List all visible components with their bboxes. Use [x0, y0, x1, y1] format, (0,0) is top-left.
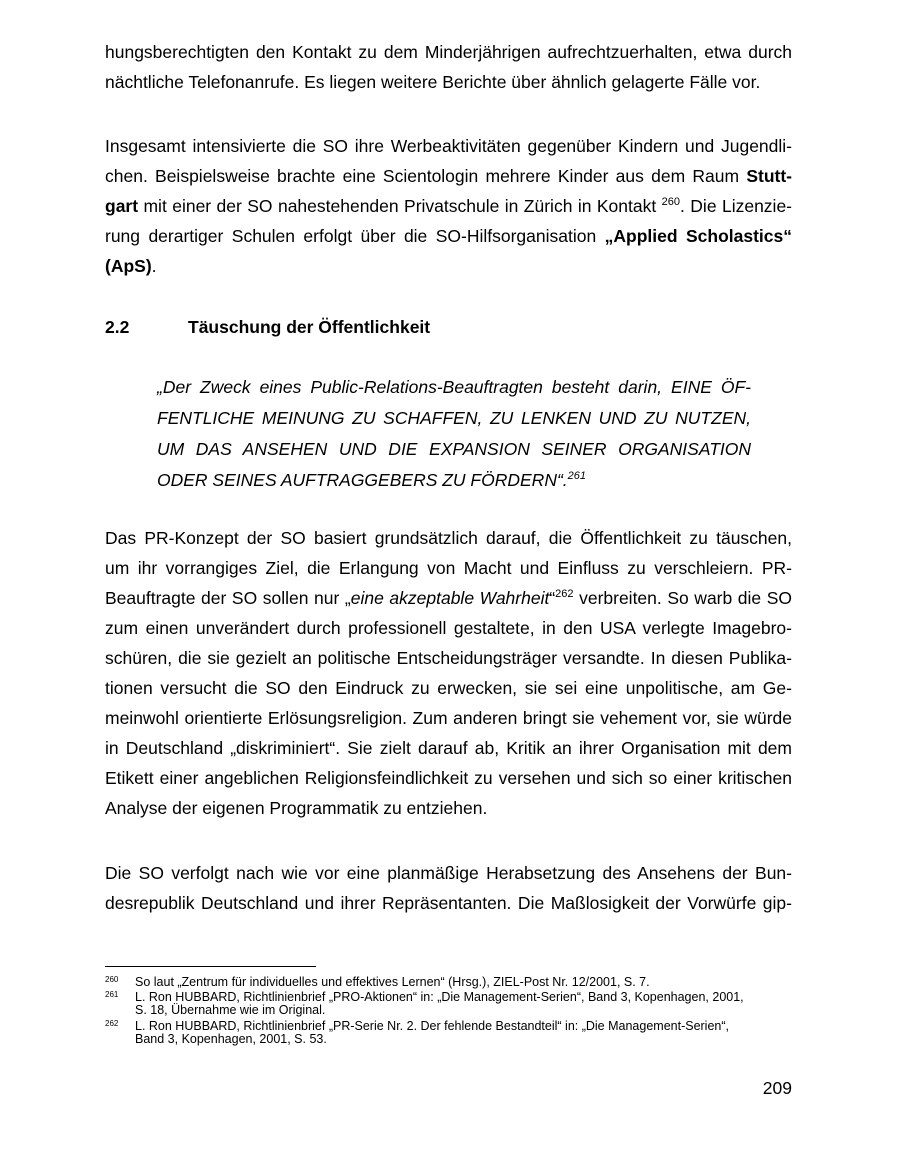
- text-span: .: [151, 256, 157, 276]
- text-line: Etikett einer angeblichen Religionsfeindlichkeit zu versehen und sich so einer kritischen: [105, 768, 792, 788]
- text-line: Analyse der eigenen Programmatik zu entziehen.: [105, 798, 488, 818]
- text-line: meinwohl orientierte Erlösungsreligion. Zum anderen bringt sie vehement vor, sie würde: [105, 708, 792, 728]
- paragraph-defamation: [105, 858, 792, 918]
- text-span: “: [549, 588, 556, 608]
- footnote-ref-262[interactable]: 262: [555, 588, 574, 600]
- block-quote: [157, 372, 751, 496]
- footnote-ref-261[interactable]: 261: [567, 470, 587, 482]
- text-line: [105, 251, 792, 281]
- footnote-mark: 260: [105, 975, 119, 984]
- paragraph-continued: [105, 37, 792, 97]
- paragraph-pr-concept: [105, 523, 792, 823]
- quote-line: „Der Zweck eines Public-Relations-Beauftragten besteht darin, EINE ÖF-: [157, 377, 751, 397]
- footnote-line: So laut „Zentrum für individuelles und effektives Lernen“ (Hrsg.), ZIEL-Post Nr. 12/2001, S. 7.: [135, 975, 650, 989]
- quote-line: [157, 465, 751, 496]
- footnote-line: S. 18, Übernahme wie im Original.: [135, 1003, 326, 1017]
- footnote-separator: [105, 966, 316, 967]
- footnote-line: L. Ron HUBBARD, Richtlinienbrief „PRO-Aktionen“ in: „Die Management-Serien“, Band 3, Kopenhagen, 2001,: [135, 990, 744, 1004]
- section-title: Täuschung der Öffentlichkeit: [188, 317, 431, 337]
- bold-place-name: gart: [105, 196, 139, 216]
- text-line: [105, 221, 792, 251]
- footnote-mark: 262: [105, 1019, 119, 1028]
- text-line: in Deutschland „diskriminiert“. Sie zielt darauf ab, Kritik an ihrer Organisation mit dem: [105, 738, 792, 758]
- text-line: [105, 191, 792, 221]
- text-line: Insgesamt intensivierte die SO ihre Werbeaktivitäten gegenüber Kindern und Jugendli-: [105, 136, 792, 156]
- text-line: Das PR-Konzept der SO basiert grundsätzlich darauf, die Öffentlichkeit zu täuschen,: [105, 528, 792, 548]
- text-line: desrepublik Deutschland und ihrer Repräsentanten. Die Maßlosigkeit der Vorwürfe gip-: [105, 893, 792, 913]
- text-span: mit einer der SO nahestehenden Privatschule in Zürich in Kontakt: [138, 196, 662, 216]
- paragraph-recruitment: [105, 131, 792, 281]
- bold-abbreviation: (ApS): [105, 256, 152, 276]
- quote-line: UM DAS ANSEHEN UND DIE EXPANSION SEINER ORGANISATION: [157, 439, 751, 459]
- footnote-261: [105, 991, 792, 1017]
- text-line: Die SO verfolgt nach wie vor eine planmäßige Herabsetzung des Ansehens der Bun-: [105, 863, 792, 883]
- bold-org-name: „Applied Scholastics“: [604, 226, 792, 246]
- text-line: [105, 161, 792, 191]
- text-line: hungsberechtigten den Kontakt zu dem Minderjährigen aufrechtzuerhalten, etwa durch: [105, 42, 792, 62]
- text-span: . Die Lizenzie-: [680, 196, 793, 216]
- text-span: chen. Beispielsweise brachte eine Scientologin mehrere Kinder aus dem Raum: [105, 166, 740, 186]
- footnote-262: [105, 1020, 792, 1046]
- text-span: ODER SEINES AUFTRAGGEBERS ZU FÖRDERN“.: [157, 470, 568, 490]
- text-span: rung derartiger Schulen erfolgt über die SO-Hilfsorganisation: [105, 226, 597, 246]
- footnote-line: Band 3, Kopenhagen, 2001, S. 53.: [135, 1032, 327, 1046]
- text-line: zum einen unverändert durch professionell gestaltete, in den USA verlegte Imagebro-: [105, 618, 792, 638]
- page-number: 209: [762, 1078, 792, 1098]
- section-number: 2.2: [105, 317, 130, 337]
- quote-line: FENTLICHE MEINUNG ZU SCHAFFEN, ZU LENKEN UND ZU NUTZEN,: [157, 408, 751, 428]
- footnote-260: [105, 976, 792, 989]
- bold-place-name: Stutt-: [746, 166, 792, 186]
- text-line: [105, 583, 792, 613]
- footnote-ref-260[interactable]: 260: [661, 196, 681, 208]
- text-line: nächtliche Telefonanrufe. Es liegen weitere Berichte über ähnlich gelagerte Fälle vor.: [105, 72, 761, 92]
- text-line: tionen versucht die SO den Eindruck zu erwecken, sie sei eine unpolitische, am Ge-: [105, 678, 792, 698]
- text-span: Beauftragte der SO sollen nur „: [105, 588, 351, 608]
- text-line: schüren, die sie gezielt an politische Entscheidungsträger versandte. In diesen Publika-: [105, 648, 792, 668]
- footnote-mark: 261: [105, 990, 119, 999]
- footnote-line: L. Ron HUBBARD, Richtlinienbrief „PR-Serie Nr. 2. Der fehlende Bestandteil“ in: „Die Management-Serien“,: [135, 1019, 730, 1033]
- text-line: um ihr vorrangiges Ziel, die Erlangung von Macht und Einfluss zu verschleiern. PR-: [105, 558, 792, 578]
- text-span: verbreiten. So warb die SO: [573, 588, 793, 608]
- italic-quote: eine akzeptable Wahrheit: [350, 588, 550, 608]
